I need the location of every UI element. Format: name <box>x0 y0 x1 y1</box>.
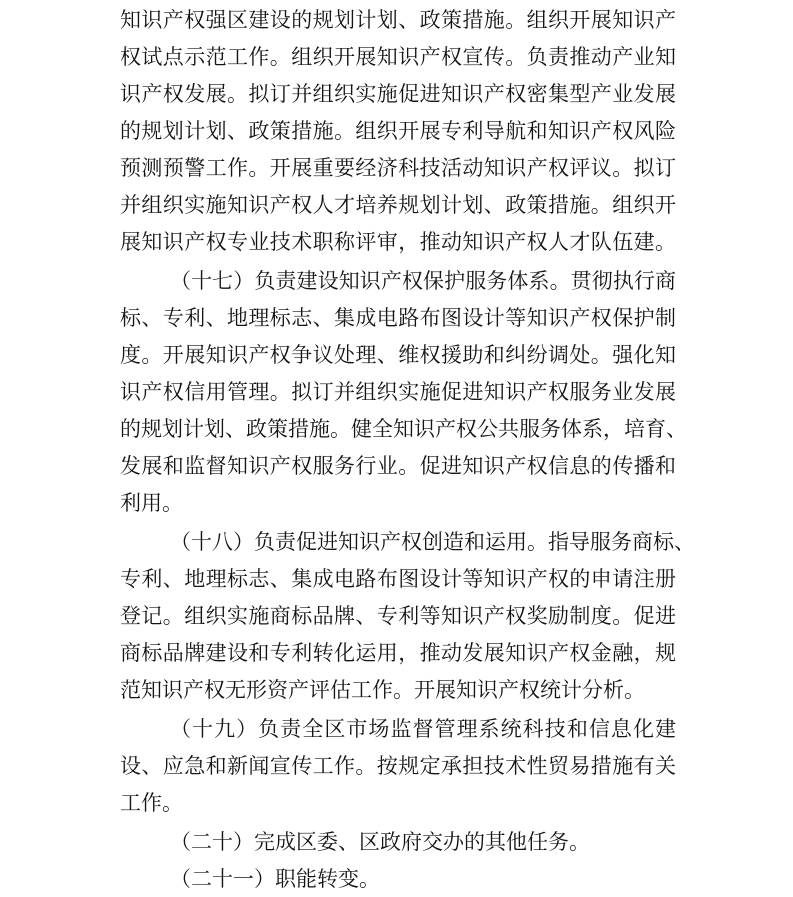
text-line: 知识产权强区建设的规划计划、政策措施。组织开展知识产 <box>120 8 676 32</box>
text-line: 并组织实施知识产权人才培养规划计划、政策措施。组织开 <box>120 193 676 217</box>
paragraph-21: （二十一）职能转变。 <box>170 867 380 891</box>
text-line: 度。开展知识产权争议处理、维权援助和纠纷调处。强化知 <box>120 343 676 367</box>
text-line: 展知识产权专业技术职称评审，推动知识产权人才队伍建。 <box>120 230 676 254</box>
text-line: 登记。组织实施商标品牌、专利等知识产权奖励制度。促进 <box>120 604 676 628</box>
text-line: 标、专利、地理标志、集成电路布图设计等知识产权保护制 <box>120 306 676 330</box>
text-line: 设、应急和新闻宣传工作。按规定承担技术性贸易措施有关 <box>120 754 676 778</box>
text-line: 权试点示范工作。组织开展知识产权宣传。负责推动产业知 <box>120 45 676 69</box>
text-line: 发展和监督知识产权服务行业。促进知识产权信息的传播和 <box>120 454 676 478</box>
text-line: 商标品牌建设和专利转化运用，推动发展知识产权金融，规 <box>120 641 676 665</box>
text-line: 识产权发展。拟订并组织实施促进知识产权密集型产业发展 <box>120 82 676 106</box>
paragraph-17-start: （十七）负责建设知识产权保护服务体系。贯彻执行商 <box>170 269 676 293</box>
text-line: 专利、地理标志、集成电路布图设计等知识产权的申请注册 <box>120 567 676 591</box>
paragraph-18-start: （十八）负责促进知识产权创造和运用。指导服务商标、 <box>170 530 695 554</box>
text-line: 工作。 <box>120 791 183 815</box>
text-line: 预测预警工作。开展重要经济科技活动知识产权评议。拟订 <box>120 156 676 180</box>
text-line: 利用。 <box>120 491 183 515</box>
paragraph-20: （二十）完成区委、区政府交办的其他任务。 <box>170 830 590 854</box>
text-line: 范知识产权无形资产评估工作。开展知识产权统计分析。 <box>120 678 645 702</box>
paragraph-19-start: （十九）负责全区市场监督管理系统科技和信息化建 <box>170 717 676 741</box>
text-line: 的规划计划、政策措施。健全知识产权公共服务体系，培育、 <box>120 417 687 441</box>
text-line: 识产权信用管理。拟订并组织实施促进知识产权服务业发展 <box>120 380 676 404</box>
text-line: 的规划计划、政策措施。组织开展专利导航和知识产权风险 <box>120 119 676 143</box>
